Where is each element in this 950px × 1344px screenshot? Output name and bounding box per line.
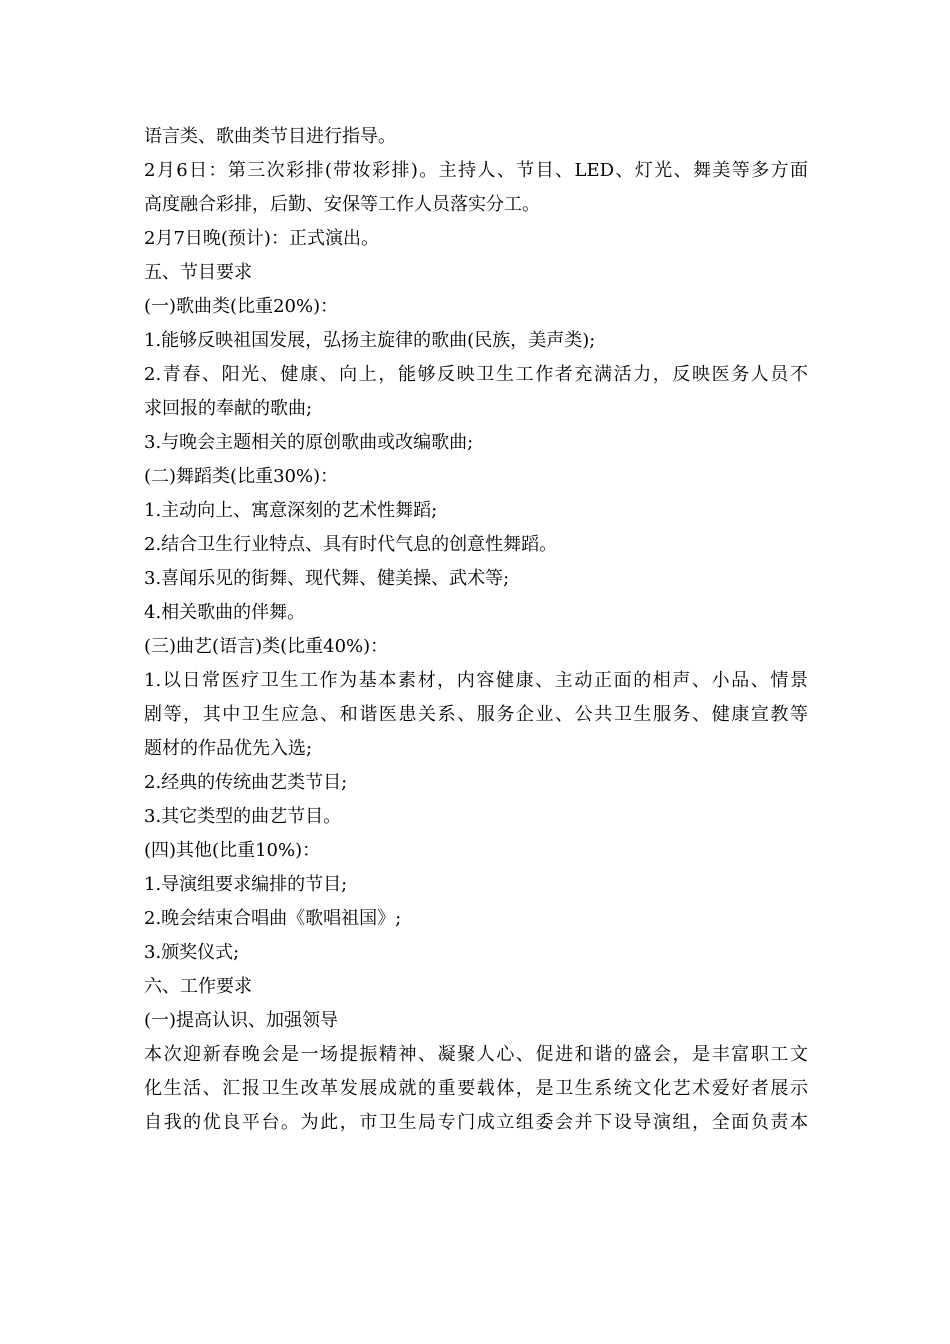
subsection-heading: (四)其他(比重10%)： [144,840,321,861]
text-line: 2月7日晚(预计)：正式演出。 [144,228,379,249]
text-line: 高度融合彩排，后勤、安保等工作人员落实分工。 [144,194,540,215]
paragraph-line: 化生活、汇报卫生改革发展成就的重要载体，是卫生系统文化艺术爱好者展示 [144,1078,808,1099]
list-item: 3.其它类型的曲艺节目。 [144,806,342,827]
section-heading: 五、节目要求 [144,262,252,283]
text-line: 剧等，其中卫生应急、和谐医患关系、服务企业、公共卫生服务、健康宣教等 [144,704,808,725]
text-line: 语言类、歌曲类节目进行指导。 [144,126,396,147]
list-item: 3.颁奖仪式; [144,942,240,963]
subsection-heading: (三)曲艺(语言)类(比重40%)： [144,636,389,657]
text-line: 2月6日：第三次彩排(带妆彩排)。主持人、节目、LED、灯光、舞美等多方面 [144,160,808,181]
document-body [144,120,808,1140]
list-item: 2.经典的传统曲艺类节目; [144,772,348,793]
paragraph-line: 自我的优良平台。为此，市卫生局专门成立组委会并下设导演组，全面负责本 [144,1112,808,1133]
text-line: 求回报的奉献的歌曲; [144,398,313,419]
list-item: 3.与晚会主题相关的原创歌曲或改编歌曲; [144,432,474,453]
list-item: 3.喜闻乐见的街舞、现代舞、健美操、武术等; [144,568,510,589]
list-item: 1.能够反映祖国发展，弘扬主旋律的歌曲(民族，美声类); [144,330,596,351]
section-heading: 六、工作要求 [144,976,252,997]
list-item: 1.主动向上、寓意深刻的艺术性舞蹈; [144,500,438,521]
list-item: 2.青春、阳光、健康、向上，能够反映卫生工作者充满活力，反映医务人员不 [144,364,808,385]
subsection-heading: (一)歌曲类(比重20%)： [144,296,339,317]
list-item: 2.晚会结束合唱曲《歌唱祖国》; [144,908,402,929]
subsection-heading: (二)舞蹈类(比重30%)： [144,466,339,487]
subsection-heading: (一)提高认识、加强领导 [144,1010,339,1031]
list-item: 1.导演组要求编排的节目; [144,874,348,895]
list-item: 4.相关歌曲的伴舞。 [144,602,306,623]
list-item: 1.以日常医疗卫生工作为基本素材，内容健康、主动正面的相声、小品、情景 [144,670,808,691]
paragraph-line: 本次迎新春晚会是一场提振精神、凝聚人心、促进和谐的盛会，是丰富职工文 [144,1044,808,1065]
text-line: 题材的作品优先入选; [144,738,313,759]
list-item: 2.结合卫生行业特点、具有时代气息的创意性舞蹈。 [144,534,558,555]
